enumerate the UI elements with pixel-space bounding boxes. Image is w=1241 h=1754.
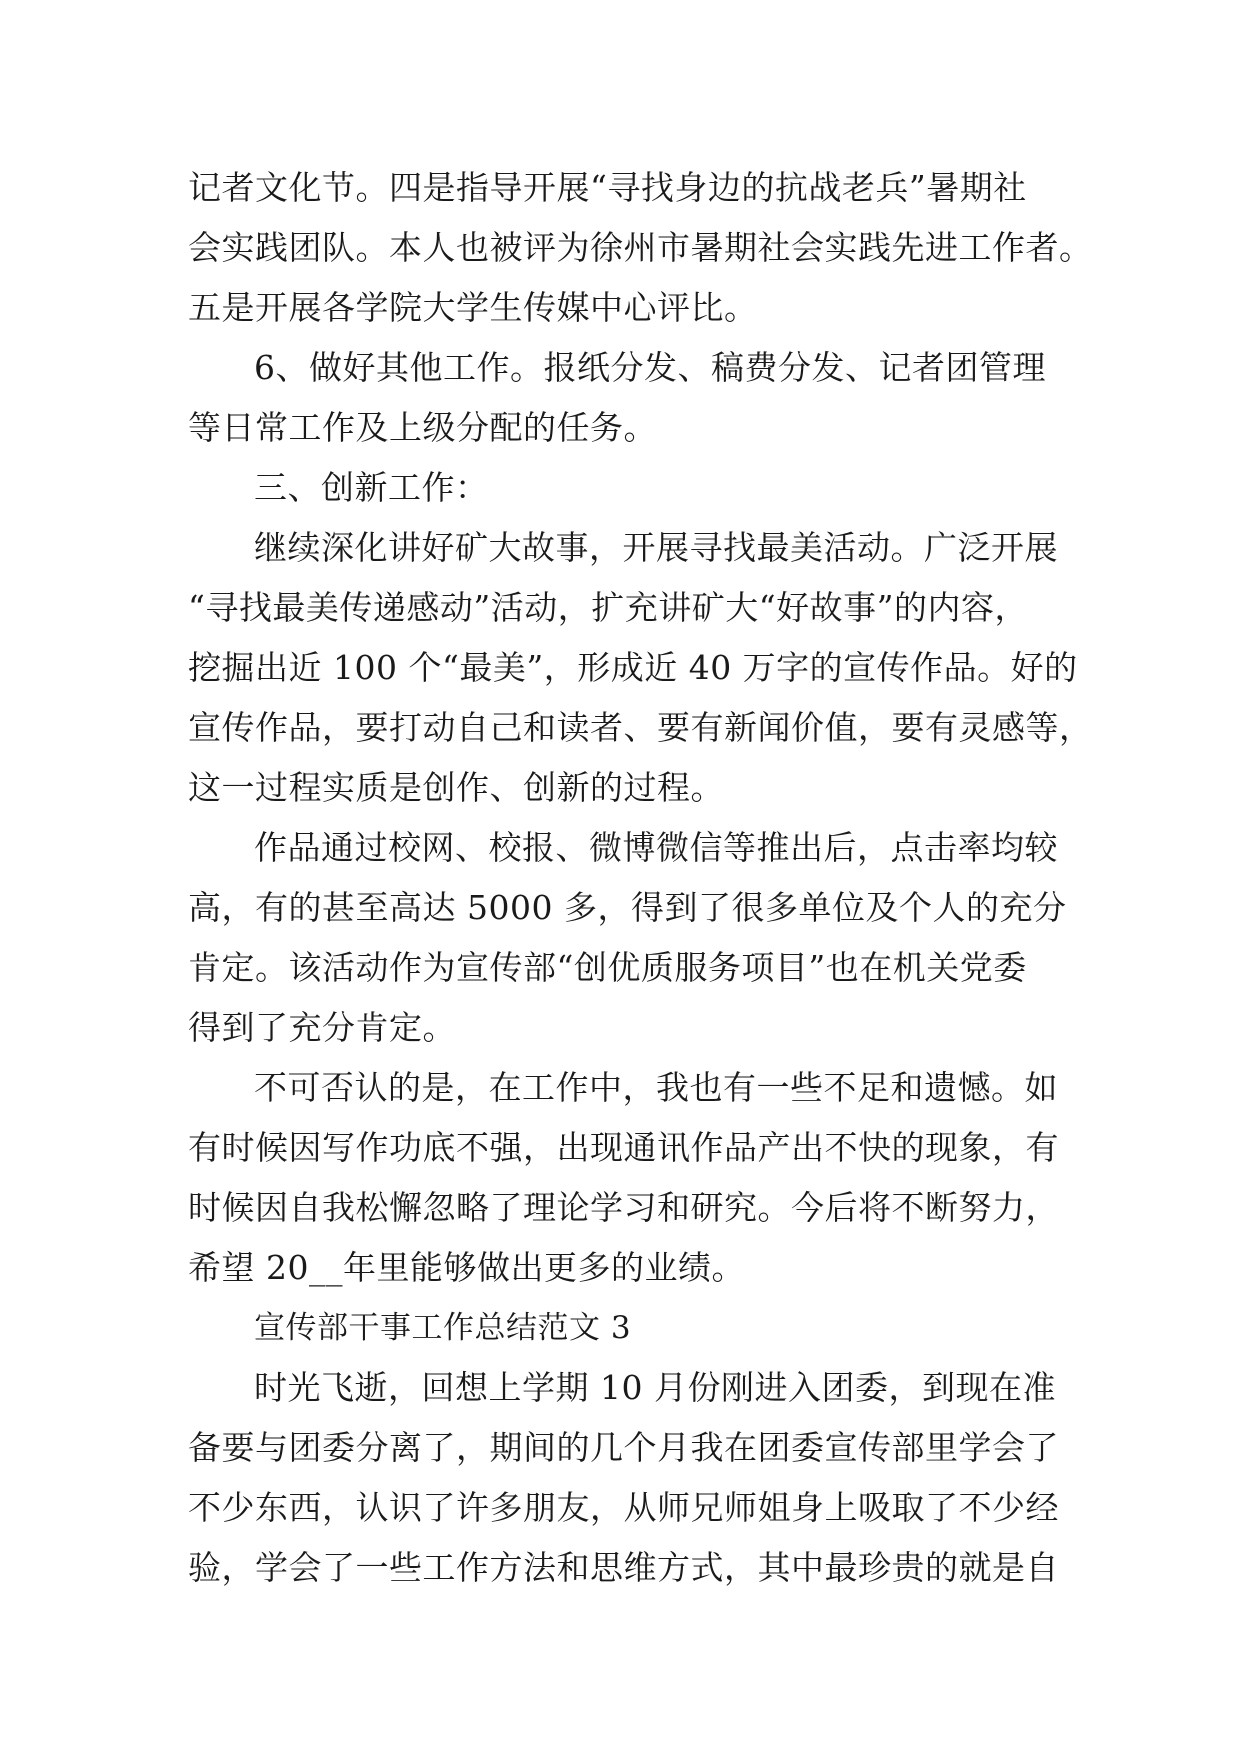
text-line: 希望 20__年里能够做出更多的业绩。: [188, 1248, 745, 1287]
text-line: 时候因自我松懈忽略了理论学习和研究。今后将不断努力，: [188, 1188, 1059, 1227]
text-line: 肯定。该活动作为宣传部“创优质服务项目”也在机关党委: [188, 948, 1027, 987]
text-line: 挖掘出近 100 个“最美”，形成近 40 万字的宣传作品。好的: [188, 648, 1078, 687]
document-body: [188, 158, 1093, 1598]
text-line: 备要与团委分离了，期间的几个月我在团委宣传部里学会了: [188, 1428, 1059, 1467]
text-line: 这一过程实质是创作、创新的过程。: [188, 768, 724, 807]
article-title: 宣传部干事工作总结范文 3: [254, 1310, 632, 1346]
paragraph-start-line: 时光飞逝，回想上学期 10 月份刚进入团委，到现在准: [254, 1368, 1056, 1407]
text-line: 有时候因写作功底不强，出现通讯作品产出不快的现象，有: [188, 1128, 1059, 1167]
section-heading: 三、创新工作：: [254, 468, 489, 507]
paragraph-start-line: 不可否认的是，在工作中，我也有一些不足和遗憾。如: [254, 1068, 1058, 1107]
text-line: 五是开展各学院大学生传媒中心评比。: [188, 288, 758, 327]
text-line: “寻找最美传递感动”活动，扩充讲矿大“好故事”的内容，: [188, 588, 1028, 627]
text-line: 记者文化节。四是指导开展“寻找身边的抗战老兵”暑期社: [188, 168, 1027, 207]
text-line: 得到了充分肯定。: [188, 1008, 456, 1047]
paragraph-start-line: 作品通过校网、校报、微博微信等推出后，点击率均较: [254, 828, 1058, 867]
text-line: 等日常工作及上级分配的任务。: [188, 408, 657, 447]
text-line: 宣传作品，要打动自己和读者、要有新闻价值，要有灵感等，: [188, 708, 1093, 747]
text-line: 高，有的甚至高达 5000 多，得到了很多单位及个人的充分: [188, 888, 1067, 927]
paragraph-start-line: 6、做好其他工作。报纸分发、稿费分发、记者团管理: [254, 348, 1046, 387]
text-line: 验，学会了一些工作方法和思维方式，其中最珍贵的就是自: [188, 1548, 1059, 1587]
text-line: 会实践团队。本人也被评为徐州市暑期社会实践先进工作者。: [188, 228, 1093, 267]
text-line: 不少东西，认识了许多朋友，从师兄师姐身上吸取了不少经: [188, 1488, 1059, 1527]
paragraph-start-line: 继续深化讲好矿大故事，开展寻找最美活动。广泛开展: [254, 528, 1058, 567]
